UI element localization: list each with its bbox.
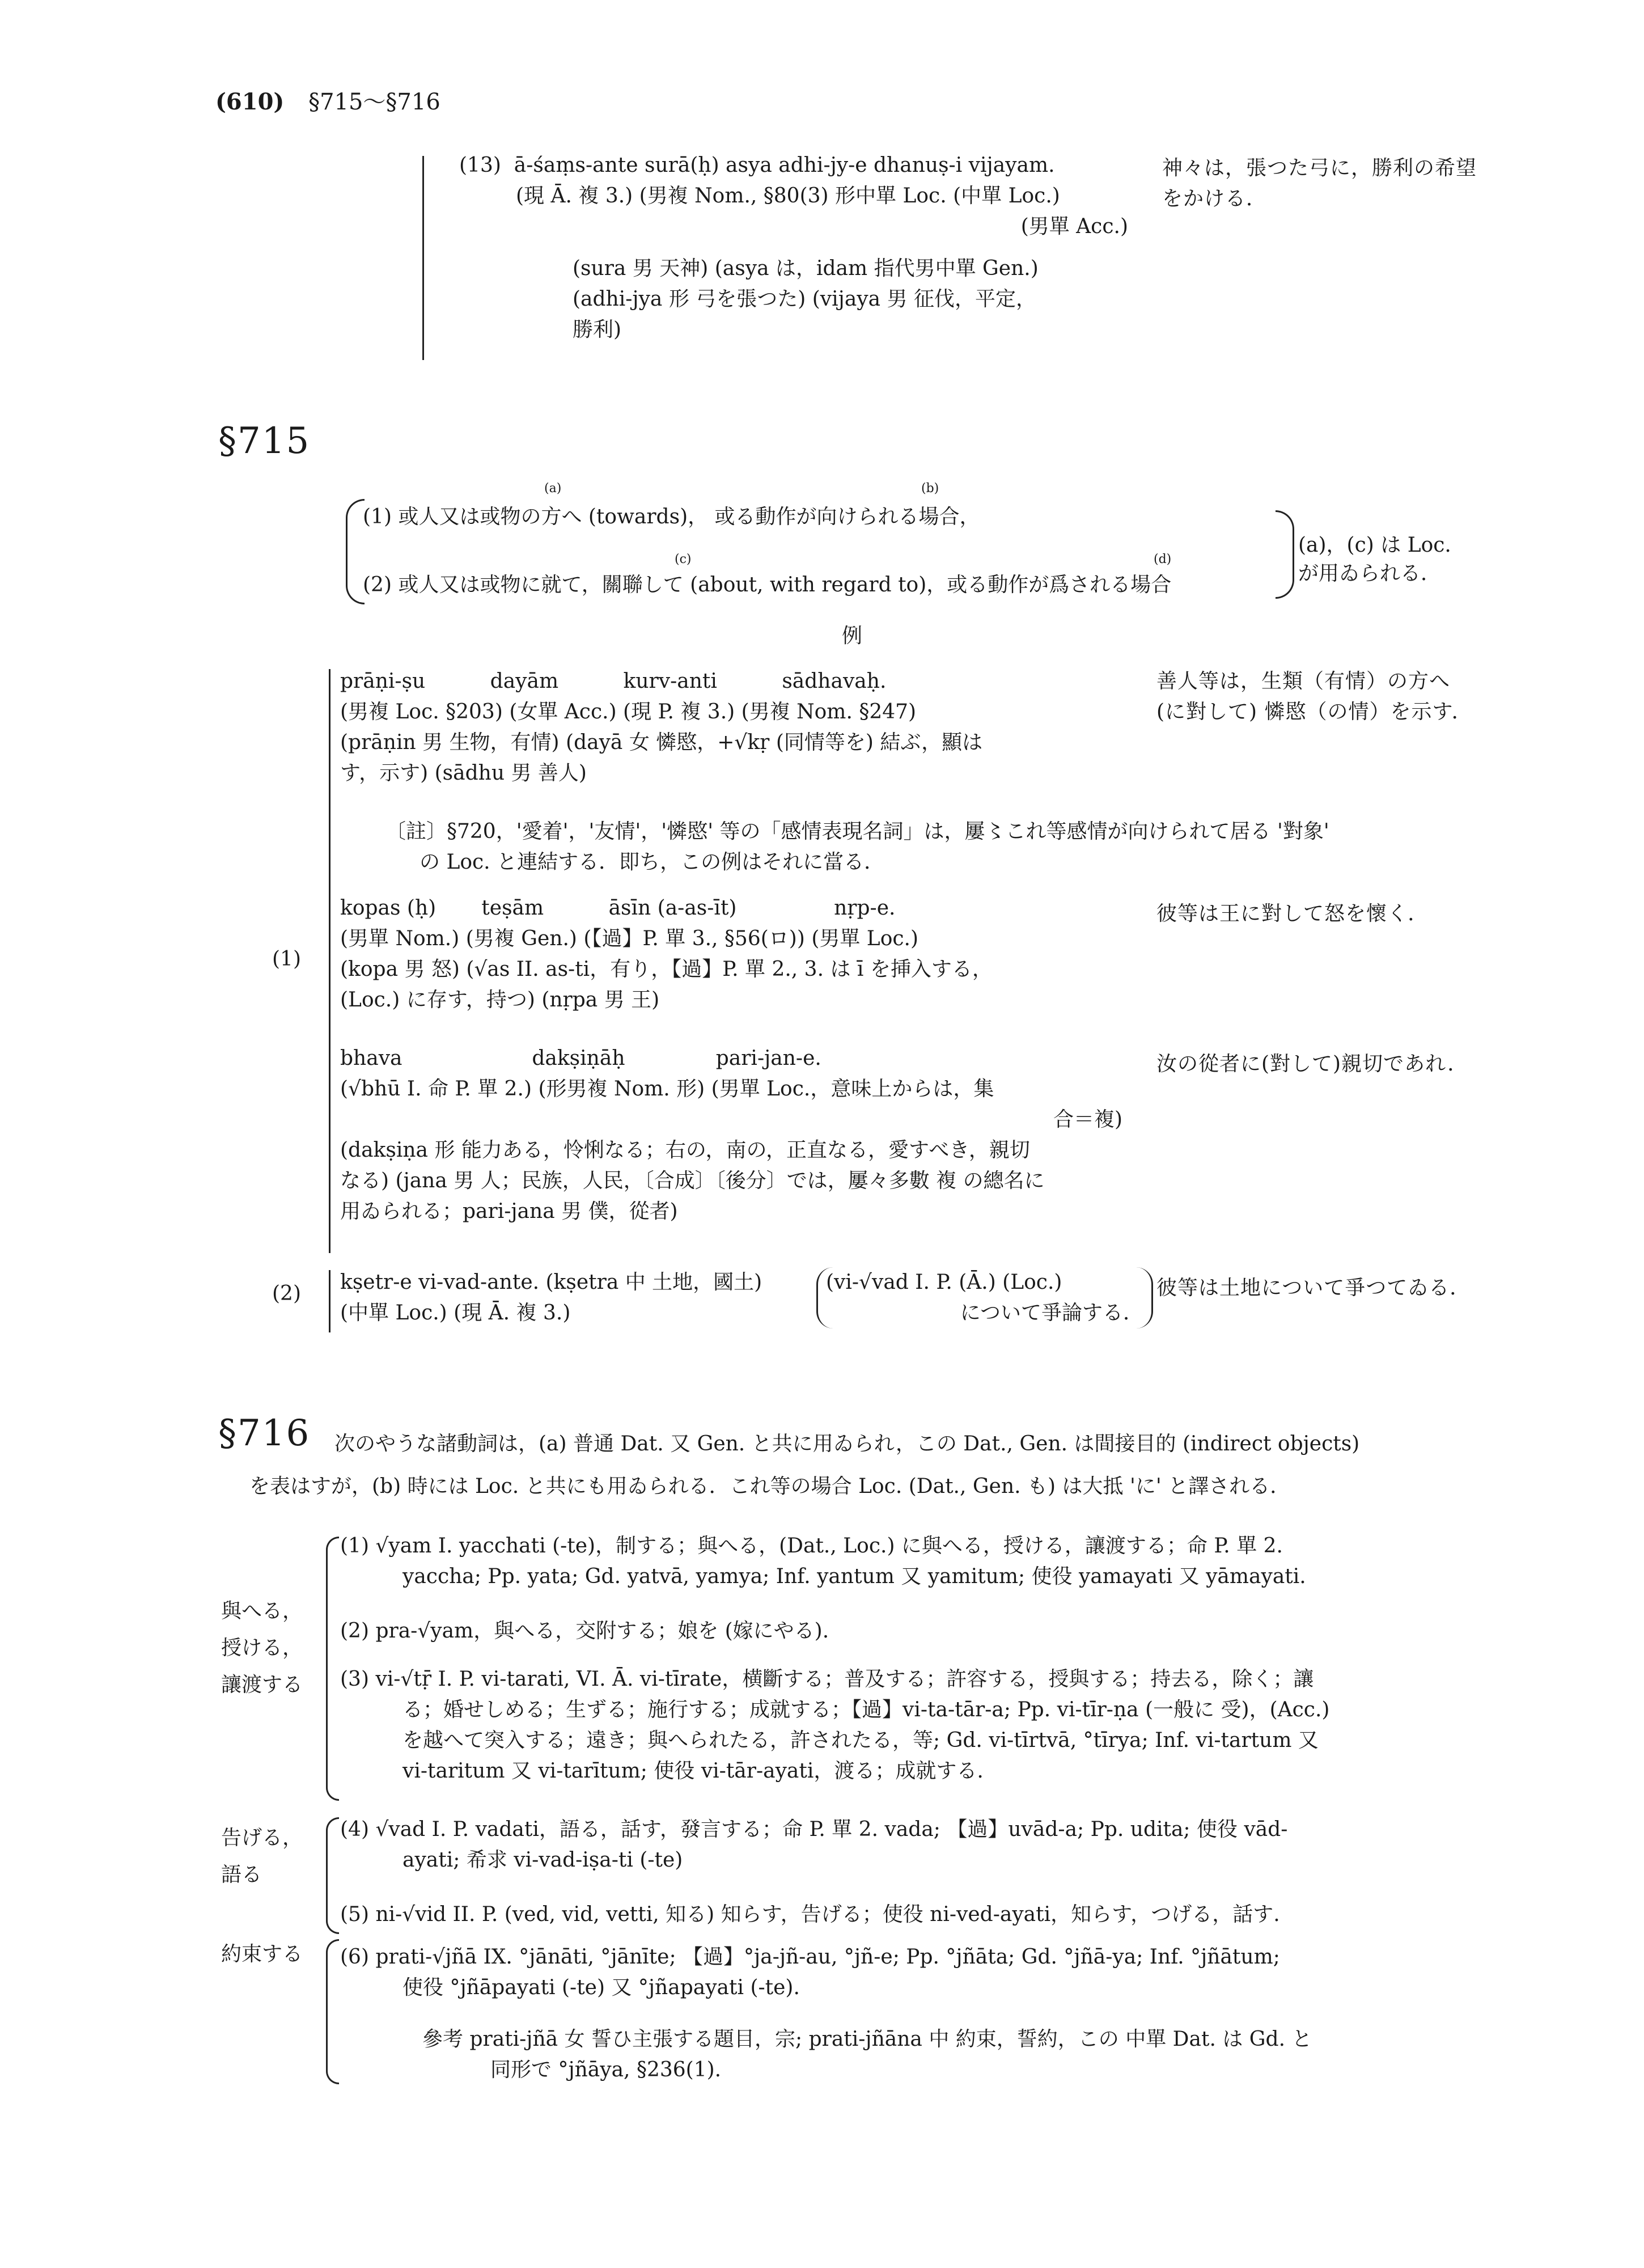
e2-gloss-2: (Loc.) に存す，持つ) (nṛpa 男 王) (340, 988, 660, 1012)
s715-right-brace (1276, 510, 1294, 599)
examples-heading: 例 (842, 624, 863, 648)
e1-grammar: (男複 Loc. §203) (女單 Acc.) (現 P. 複 3.) (男複 Nom. §247) (340, 700, 917, 723)
page-number: (610) (215, 88, 285, 115)
verb-1-line-2: yaccha; Pp. yata; Gd. yatvā, yamya; Inf. yantum 又 yamitum; 使役 yamayati 又 yāmayati. (402, 1565, 1306, 1588)
reference-line-1: 參考 prati-jñā 女 誓ひ主張する題目，宗; prati-jñāna 中 約束，誓約，この 中單 Dat. は Gd. と (422, 2028, 1312, 2051)
e2-gloss-1: (kopa 男 怒) (√as II. as-ti，有り，【過】P. 單 2., 3. は ī を挿入する， (340, 958, 993, 981)
group-2-label: (2) (272, 1282, 301, 1305)
label-give-1: 與へる， (221, 1600, 303, 1623)
verb-6 (340, 1942, 1531, 2003)
ex13-gloss-2: (adhi-jya 形 弓を張つた) (vijaya 男 征伐，平定， (573, 287, 1036, 311)
group-1-bracket (329, 669, 331, 1253)
ex13-number: (13) (459, 154, 501, 177)
example-2 (340, 893, 1134, 1015)
s715-left-brace (346, 499, 365, 604)
label-tell-2: 語る (221, 1863, 262, 1886)
ex13-grammar: (現 Ā. 複 3.) (男複 Nom., §80(3) 形中單 Loc. (中單 Loc.) (516, 184, 1060, 208)
note (385, 816, 1508, 878)
note-line-2: の Loc. と連結する．即ち，この例はそれに當る． (420, 850, 885, 874)
group-give-brace (326, 1537, 339, 1801)
example-4-gloss (816, 1267, 1153, 1328)
s715-conclusion-2: が用ゐられる． (1298, 562, 1442, 585)
e1-gloss-2: す，示す) (sādhu 男 善人) (340, 761, 587, 785)
verb-3-line-4: vi-taritum 又 vi-tarītum; 使役 vi-tār-ayati，渡る；成就する. (402, 1759, 984, 1783)
ex13-sentence: ā-śaṃs-ante surā(ḥ) asya adhi-jy-e dhanuṣ-i vijayam. (514, 154, 1055, 177)
e1-gloss-1: (prāṇin 男 生物，有情) (dayā 女 憐愍，+√kṛ (同情等を) 結ぶ，顯は (340, 731, 983, 754)
group-label-promise (221, 1936, 303, 1973)
ex13-translation: 神々は，張つた弓に，勝利の希望をかける． (1162, 156, 1477, 210)
e4-translation: 彼等は土地について爭つてゐる． (1156, 1276, 1471, 1300)
e3-gloss-3: 用ゐられる；pari-jana 男 僕，從者) (340, 1200, 678, 1223)
verb-3 (340, 1664, 1531, 1787)
group-promise-brace (326, 1939, 339, 2084)
e4-line-1: kṣetr-e vi-vad-ante. (kṣetra 中 土地，國土) (340, 1271, 762, 1294)
verb-4 (340, 1814, 1531, 1876)
example-1 (340, 666, 1134, 789)
verb-5-line-1: (5) ni-√vid II. P. (ved, vid, vetti, 知る) 知らす，告げる；使役 ni-ved-ayati，知らす，つげる，話す. (340, 1903, 1280, 1926)
verb-3-line-3: を越へて突入する；遠き；與へられたる，許されたる，等; Gd. vi-tīrtvā, °tīrya; Inf. vi-tartum 又 (402, 1729, 1319, 1752)
verb-6-line-2: 使役 °jñāpayati (-te) 又 °jñapayati (-te). (402, 1976, 800, 1999)
condition-1: (1) 或人又は或物の方へ (towards)， 或る動作が向けられる場合， (363, 505, 980, 528)
e1-translation-1: 善人等は，生類（有情）の方へ (1156, 670, 1451, 693)
verb-4-line-2: ayati; 希求 vi-vad-iṣa-ti (-te) (402, 1848, 683, 1872)
ex13-block (459, 150, 1139, 345)
verb-4-line-1: (4) √vad I. P. vadati，語る，話す，發言する；命 P. 單 2. vada; 【過】uvād-a; Pp. udita; 使役 vād- (340, 1818, 1288, 1841)
s716-intro-2: を表はすが，(b) 時には Loc. と共にも用ゐられる．これ等の場合 Loc. (Dat., Gen. も) は大抵 'に' と譯される． (249, 1475, 1291, 1498)
reference (422, 2024, 1528, 2085)
label-tell-1: 告げる， (221, 1826, 303, 1850)
group-label-give (221, 1593, 303, 1703)
ex13-gloss-3: 勝利) (573, 318, 622, 341)
section-range: §715〜§716 (308, 89, 440, 115)
verb-2-line-1: (2) pra-√yam，與へる，交附する；娘を (嫁にやる). (340, 1619, 829, 1643)
note-line-1: 〔註〕§720，'愛着'，'友情'，'憐愍' 等の「感情表現名詞」は，屢〻これ等感情が向けられて居る '對象' (385, 820, 1329, 843)
e1-words: prāṇi-ṣu dayām kurv-anti sādhavaḥ. (340, 670, 887, 693)
verb-1 (340, 1531, 1531, 1592)
e2-translation: 彼等は王に對して怒を懷く． (1156, 902, 1429, 925)
ex13-bracket (422, 156, 424, 360)
group-1-label: (1) (272, 947, 301, 971)
marker-b: (b) (921, 481, 939, 496)
e3-grammar-2: 合＝複) (1053, 1108, 1122, 1131)
verb-6-line-1: (6) prati-√jñā IX. °jānāti, °jānīte; 【過】°ja-jñ-au, °jñ-e; Pp. °jñāta; Gd. °jñā-ya; Inf. °jñātum; (340, 1945, 1280, 1969)
s716-title: §716 (218, 1412, 311, 1454)
verb-3-line-1: (3) vi-√tṝ I. P. vi-tarati, VI. Ā. vi-tīrate，横斷する；普及する；許容する，授與する；持去る，除く；讓 (340, 1668, 1314, 1691)
group-label-tell (221, 1820, 303, 1894)
group-tell-brace (326, 1817, 339, 1934)
example-3 (340, 1043, 1134, 1227)
ex13-gloss-1: (sura 男 天神) (asya は，idam 指代男中單 Gen.) (573, 257, 1039, 280)
verb-3-line-2: る；婚せしめる；生ずる；施行する；成就する；【過】vi-ta-tār-a; Pp. vi-tīr-ṇa (一般に 受)，(Acc.) (402, 1698, 1330, 1721)
verb-1-line-1: (1) √yam I. yacchati (-te)，制する；與へる，(Dat., Loc.) に與へる，授ける，讓渡する；命 P. 單 2. (340, 1534, 1283, 1558)
e4-gloss-2: について爭論する． (960, 1301, 1143, 1325)
e2-grammar: (男單 Nom.) (男複 Gen.) (【過】P. 單 3., §56(ロ)) (男單 Loc.) (340, 927, 919, 950)
marker-d: (d) (1154, 552, 1172, 566)
s715-conclusion-1: (a)，(c) は Loc. (1298, 534, 1451, 557)
reference-line-2: 同形で °jñāya, §236(1). (490, 2058, 722, 2081)
e4-line-2: (中單 Loc.) (現 Ā. 複 3.) (340, 1301, 571, 1325)
condition-2: (2) 或人又は或物に就て，關聯して (about, with regard to)，或る動作が爲される場合 (363, 573, 1172, 596)
marker-a: (a) (544, 481, 562, 496)
e1-translation (1156, 666, 1508, 727)
example-4 (340, 1267, 805, 1328)
e1-translation-2: (に對して) 憐愍（の情）を示す． (1156, 700, 1473, 723)
e3-translation: 汝の從者に(對して)親切であれ． (1156, 1052, 1469, 1076)
s715-title: §715 (218, 420, 311, 462)
label-give-3: 讓渡する (221, 1673, 303, 1696)
group-2-bracket (329, 1270, 331, 1332)
e3-grammar-1: (√bhū I. 命 P. 單 2.) (形男複 Nom. 形) (男單 Loc.，意味上からは，集 (340, 1077, 994, 1101)
verb-2 (340, 1616, 1531, 1647)
e3-gloss-2: なる) (jana 男 人；民族，人民，〔合成〕〔後分〕では，屢々多數 複 の總名に (340, 1169, 1045, 1192)
e4-gloss-1: (vi-√vad I. P. (Ā.) (Loc.) (826, 1271, 1062, 1294)
s716-intro-1: 次のやうな諸動詞は，(a) 普通 Dat. 又 Gen. と共に用ゐられ，この Dat., Gen. は間接目的 (indirect objects) (334, 1432, 1360, 1455)
e2-words: kopas (ḥ) teṣām āsīn (a-as-īt) nṛp-e. (340, 896, 896, 920)
e3-gloss-1: (dakṣiṇa 形 能力ある，怜悧なる；右の，南の，正直なる，愛すべき，親切 (340, 1139, 1030, 1162)
verb-5 (340, 1899, 1531, 1930)
label-promise-1: 約束する (221, 1943, 303, 1966)
ex13-grammar-2: (男單 Acc.) (1020, 215, 1128, 238)
marker-c: (c) (675, 552, 692, 566)
label-give-2: 授ける， (221, 1636, 303, 1660)
e3-words: bhava dakṣiṇāḥ pari-jan-e. (340, 1047, 821, 1070)
